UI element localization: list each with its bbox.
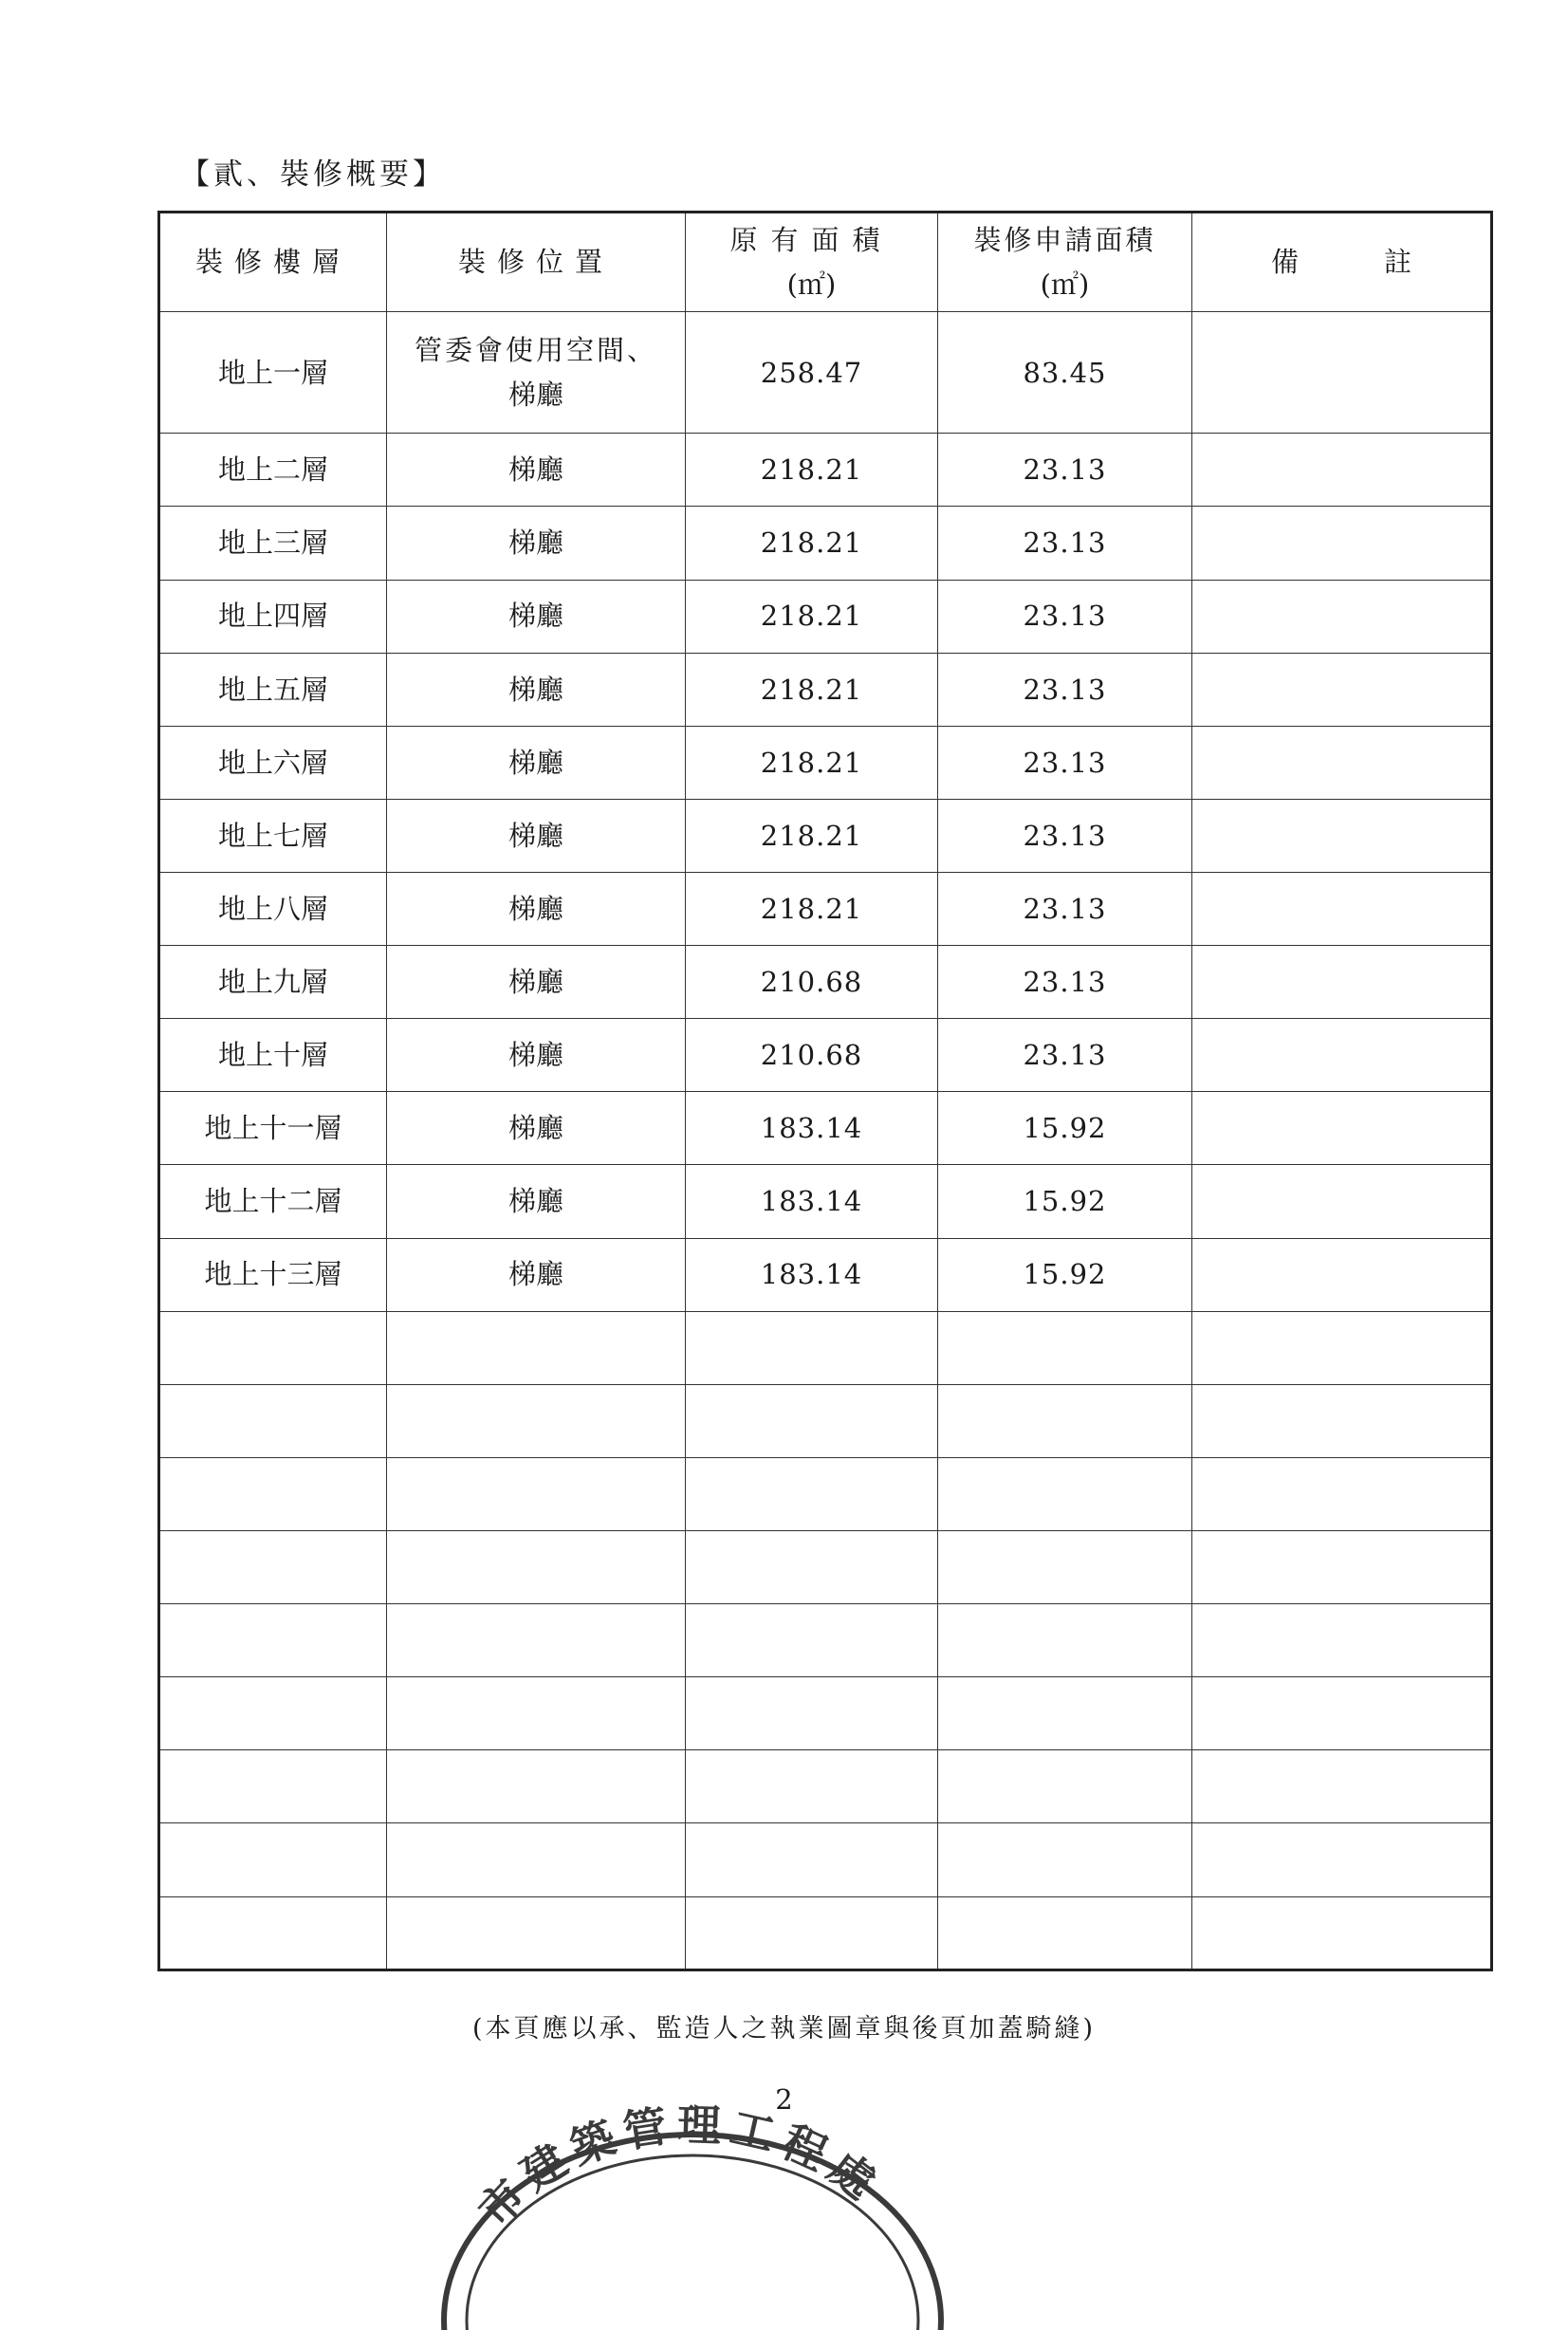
table-row — [159, 580, 1492, 653]
empty-cell — [1192, 1311, 1492, 1384]
cell-floor: 地上十二層 — [159, 1165, 387, 1238]
cell-remarks — [1192, 1165, 1492, 1238]
table-header-row — [159, 213, 1492, 312]
official-seal-stamp — [417, 2099, 968, 2330]
empty-cell — [387, 1457, 686, 1530]
cell-applied-area: 23.13 — [938, 1019, 1192, 1092]
cell-remarks — [1192, 873, 1492, 946]
empty-cell — [1192, 1384, 1492, 1457]
header-original-area-label: 原有面積 — [729, 224, 894, 257]
cell-location: 梯廳 — [387, 946, 686, 1019]
empty-cell — [938, 1823, 1192, 1896]
empty-table-row — [159, 1896, 1492, 1969]
empty-table-row — [159, 1750, 1492, 1823]
cell-applied-area: 23.13 — [938, 653, 1192, 726]
table-row — [159, 1165, 1492, 1238]
empty-cell — [159, 1677, 387, 1750]
cell-remarks — [1192, 799, 1492, 872]
header-original-area — [686, 213, 938, 312]
cell-original-area: 218.21 — [686, 799, 938, 872]
cell-applied-area: 83.45 — [938, 312, 1192, 434]
header-remarks — [1192, 213, 1492, 312]
seal-text: 市建築管理工程處 — [469, 2099, 891, 2237]
header-original-area-unit: (㎡) — [786, 268, 837, 301]
empty-cell — [938, 1677, 1192, 1750]
cell-original-area: 218.21 — [686, 873, 938, 946]
cell-location-line2: 梯廳 — [507, 378, 563, 411]
cell-applied-area: 23.13 — [938, 726, 1192, 799]
cell-applied-area: 15.92 — [938, 1092, 1192, 1165]
empty-cell — [686, 1677, 938, 1750]
cell-original-area: 210.68 — [686, 1019, 938, 1092]
cell-floor: 地上二層 — [159, 434, 387, 507]
empty-cell — [1192, 1896, 1492, 1969]
empty-cell — [387, 1604, 686, 1677]
empty-cell — [387, 1384, 686, 1457]
empty-cell — [1192, 1457, 1492, 1530]
header-applied-area-label: 裝修申請面積 — [973, 224, 1156, 257]
cell-original-area: 210.68 — [686, 946, 938, 1019]
cell-floor: 地上十一層 — [159, 1092, 387, 1165]
cell-location: 梯廳 — [387, 1019, 686, 1092]
empty-cell — [938, 1750, 1192, 1823]
empty-cell — [159, 1384, 387, 1457]
table-row — [159, 726, 1492, 799]
cell-location: 梯廳 — [387, 1165, 686, 1238]
table-row — [159, 507, 1492, 580]
header-location: 裝修位置 — [387, 213, 686, 312]
cell-location: 梯廳 — [387, 580, 686, 653]
empty-cell — [387, 1823, 686, 1896]
header-floor: 裝修樓層 — [159, 213, 387, 312]
empty-cell — [1192, 1750, 1492, 1823]
cell-location-line1: 管委會使用空間、 — [414, 334, 657, 367]
empty-cell — [159, 1311, 387, 1384]
cell-location: 梯廳 — [387, 653, 686, 726]
empty-table-row — [159, 1457, 1492, 1530]
cell-location — [387, 312, 686, 434]
cell-original-area: 218.21 — [686, 507, 938, 580]
cell-applied-area: 15.92 — [938, 1165, 1192, 1238]
cell-floor: 地上一層 — [159, 312, 387, 434]
cell-remarks — [1192, 726, 1492, 799]
empty-cell — [938, 1311, 1192, 1384]
cell-location: 梯廳 — [387, 434, 686, 507]
cell-original-area: 218.21 — [686, 653, 938, 726]
table-row — [159, 434, 1492, 507]
empty-cell — [686, 1896, 938, 1969]
cell-floor: 地上十三層 — [159, 1238, 387, 1311]
empty-cell — [159, 1896, 387, 1969]
header-applied-area-unit: (㎡) — [1040, 268, 1090, 301]
empty-cell — [159, 1531, 387, 1604]
empty-cell — [686, 1531, 938, 1604]
cell-location: 梯廳 — [387, 1092, 686, 1165]
cell-applied-area: 23.13 — [938, 946, 1192, 1019]
cell-remarks — [1192, 1019, 1492, 1092]
cell-remarks — [1192, 580, 1492, 653]
table-row — [159, 799, 1492, 872]
table-row — [159, 312, 1492, 434]
empty-cell — [159, 1823, 387, 1896]
empty-cell — [938, 1531, 1192, 1604]
empty-cell — [159, 1750, 387, 1823]
cell-original-area: 183.14 — [686, 1165, 938, 1238]
empty-cell — [686, 1311, 938, 1384]
table-row — [159, 946, 1492, 1019]
empty-cell — [686, 1384, 938, 1457]
empty-cell — [938, 1457, 1192, 1530]
cell-remarks — [1192, 434, 1492, 507]
table-row — [159, 1019, 1492, 1092]
cell-floor: 地上六層 — [159, 726, 387, 799]
header-applied-area — [938, 213, 1192, 312]
cell-location: 梯廳 — [387, 507, 686, 580]
cell-applied-area: 23.13 — [938, 873, 1192, 946]
table-row — [159, 653, 1492, 726]
cell-floor: 地上十層 — [159, 1019, 387, 1092]
cell-floor: 地上三層 — [159, 507, 387, 580]
cell-floor: 地上九層 — [159, 946, 387, 1019]
empty-table-row — [159, 1311, 1492, 1384]
table-row — [159, 1092, 1492, 1165]
empty-cell — [159, 1457, 387, 1530]
cell-location: 梯廳 — [387, 726, 686, 799]
empty-cell — [159, 1604, 387, 1677]
cell-location: 梯廳 — [387, 873, 686, 946]
renovation-overview-table — [157, 211, 1493, 1971]
cell-applied-area: 15.92 — [938, 1238, 1192, 1311]
table-row — [159, 873, 1492, 946]
section-title: 【貳、裝修概要】 — [180, 157, 446, 192]
empty-cell — [387, 1531, 686, 1604]
empty-cell — [387, 1311, 686, 1384]
empty-table-row — [159, 1823, 1492, 1896]
empty-cell — [686, 1750, 938, 1823]
empty-cell — [938, 1384, 1192, 1457]
empty-cell — [1192, 1823, 1492, 1896]
cell-remarks — [1192, 507, 1492, 580]
empty-cell — [1192, 1531, 1492, 1604]
empty-cell — [1192, 1604, 1492, 1677]
cell-original-area: 218.21 — [686, 434, 938, 507]
cell-original-area: 218.21 — [686, 580, 938, 653]
header-remarks-a: 備 — [1270, 246, 1299, 279]
empty-table-row — [159, 1604, 1492, 1677]
cell-original-area: 258.47 — [686, 312, 938, 434]
empty-cell — [938, 1896, 1192, 1969]
empty-cell — [1192, 1677, 1492, 1750]
page-number: 2 — [775, 2083, 793, 2116]
cell-applied-area: 23.13 — [938, 799, 1192, 872]
cell-original-area: 183.14 — [686, 1092, 938, 1165]
cell-location: 梯廳 — [387, 799, 686, 872]
empty-cell — [686, 1457, 938, 1530]
table-row — [159, 1238, 1492, 1311]
cell-floor: 地上七層 — [159, 799, 387, 872]
cell-original-area: 218.21 — [686, 726, 938, 799]
cell-remarks — [1192, 946, 1492, 1019]
footnote: (本頁應以承、監造人之執業圖章與後頁加蓋騎縫) — [471, 2014, 1097, 2043]
cell-remarks — [1192, 653, 1492, 726]
cell-remarks — [1192, 1238, 1492, 1311]
header-remarks-b: 註 — [1384, 246, 1412, 279]
cell-applied-area: 23.13 — [938, 580, 1192, 653]
cell-remarks — [1192, 312, 1492, 434]
empty-table-row — [159, 1531, 1492, 1604]
cell-floor: 地上八層 — [159, 873, 387, 946]
empty-cell — [686, 1604, 938, 1677]
empty-cell — [686, 1823, 938, 1896]
cell-floor: 地上五層 — [159, 653, 387, 726]
cell-floor: 地上四層 — [159, 580, 387, 653]
empty-table-row — [159, 1677, 1492, 1750]
empty-cell — [387, 1896, 686, 1969]
cell-location: 梯廳 — [387, 1238, 686, 1311]
empty-cell — [387, 1750, 686, 1823]
cell-applied-area: 23.13 — [938, 507, 1192, 580]
empty-cell — [387, 1677, 686, 1750]
cell-remarks — [1192, 1092, 1492, 1165]
empty-cell — [938, 1604, 1192, 1677]
cell-original-area: 183.14 — [686, 1238, 938, 1311]
empty-table-row — [159, 1384, 1492, 1457]
cell-applied-area: 23.13 — [938, 434, 1192, 507]
